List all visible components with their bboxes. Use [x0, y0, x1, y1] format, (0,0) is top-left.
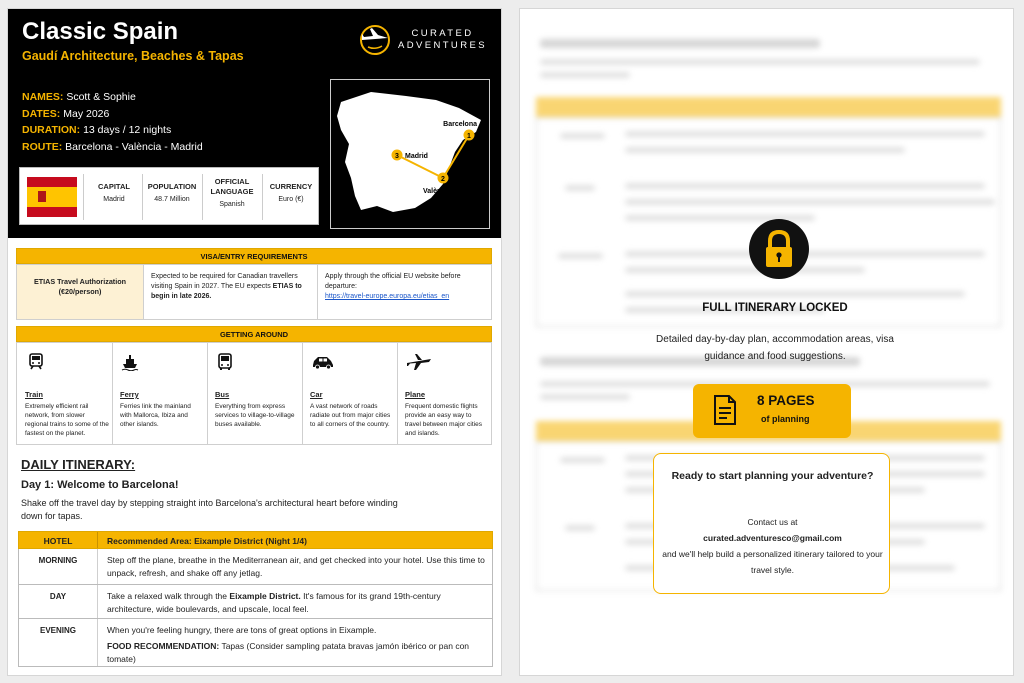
- itinerary-page: [7, 8, 502, 676]
- lock-icon: [749, 219, 809, 279]
- globe-plane-logo-icon: [358, 23, 392, 57]
- transport-name: Bus: [215, 390, 230, 399]
- locked-title: FULL ITINERARY LOCKED: [702, 302, 848, 314]
- contact-card: [653, 453, 890, 594]
- day-1-title: Day 1: Welcome to Barcelona!: [21, 479, 179, 491]
- car-icon: [311, 353, 335, 371]
- bus-icon: [216, 353, 234, 371]
- document-icon: [713, 394, 737, 426]
- locked-preview-page: [519, 8, 1014, 676]
- trip-facts: NAMES: Scott & Sophie DATES: May 2026 DURATION: 13 days / 12 nights ROUTE: Barcelona - València - Madrid: [22, 91, 203, 153]
- transport-desc: Frequent domestic flights provide an easy way to travel between major cities and islands.: [405, 403, 482, 437]
- stop-1-num: 1: [467, 133, 471, 140]
- train-icon: [27, 353, 45, 371]
- pages-badge: [693, 384, 851, 438]
- visa-header: VISA/ENTRY REQUIREMENTS: [16, 248, 492, 264]
- stat-currency: CURRENCY Euro (€): [269, 182, 313, 203]
- visa-link[interactable]: https://travel-europe.europa.eu/etias_en: [325, 293, 450, 300]
- trip-subtitle: Gaudí Architecture, Beaches & Tapas: [22, 49, 244, 63]
- stop-2-num: 2: [441, 176, 445, 183]
- stop-1-name: Barcelona: [443, 121, 477, 128]
- spain-flag-icon: [27, 177, 77, 217]
- daily-itinerary-heading: DAILY ITINERARY:: [21, 457, 136, 472]
- cta-heading: Ready to start planning your adventure?: [671, 470, 874, 482]
- transport-name: Car: [310, 390, 323, 399]
- transport-table: [16, 342, 492, 445]
- pages-count: 8 PAGES: [757, 393, 815, 408]
- cta-body: Contact us at curated.adventuresco@gmail.com and we'll help build a personalized itinerary tailored to your travel style.: [662, 517, 883, 575]
- stat-language: OFFICIAL LANGUAGE Spanish: [210, 177, 254, 208]
- visa-apply: Apply through the official EU website before departure: https://travel-europe.europa.eu/etias_en: [325, 273, 461, 300]
- morning-row: MORNING Step off the plane, breathe in the Mediterranean air, and get checked into your hotel. Use this time to unpack, refresh, and shake off any jetlag.: [18, 549, 493, 585]
- hotel-area: Recommended Area: Eixample District (Night 1/4): [107, 536, 307, 546]
- stat-capital: CAPITAL Madrid: [98, 182, 130, 203]
- evening-row: EVENING When you're feeling hungry, there are tons of great options in Eixample. FOOD RECOMMENDATION: Tapas (Consider sampling patata bravas jamón ibérico or pan con tomate): [18, 619, 493, 667]
- country-stats: [19, 167, 319, 225]
- transport-desc: Ferries link the mainland with Mallorca, Ibiza and other islands.: [120, 403, 191, 428]
- transport-desc: A vast network of roads radiate out from major cities to all corners of the country.: [310, 403, 391, 428]
- spain-map: [331, 80, 491, 230]
- stop-3-num: 3: [395, 153, 399, 160]
- lock-badge: [749, 219, 809, 279]
- contact-email[interactable]: curated.adventuresco@gmail.com: [703, 533, 842, 543]
- transport-name: Train: [25, 390, 43, 399]
- ferry-icon: [121, 353, 139, 371]
- transport-name: Ferry: [120, 390, 139, 399]
- brand-logo-text: CURATED ADVENTURES: [398, 28, 487, 51]
- hotel-row: HOTEL Recommended Area: Eixample District (Night 1/4): [18, 531, 493, 549]
- visa-expected: Expected to be required for Canadian travellers visiting Spain in 2027. The EU expects ETIAS to begin in late 2026.: [151, 273, 302, 300]
- transport-desc: Everything from express services to village-to-village buses available.: [215, 403, 295, 428]
- route-map: [330, 79, 490, 229]
- stop-3-name: Madrid: [405, 153, 428, 160]
- getting-around-header: GETTING AROUND: [16, 326, 492, 342]
- transport-name: Plane: [405, 390, 426, 399]
- transport-desc: Extremely efficient rail network, from slower regional trains to some of the fastest on the planet.: [25, 403, 109, 437]
- stop-2-name: València: [423, 188, 452, 195]
- stat-population: POPULATION 48.7 Million: [147, 182, 197, 203]
- pages-caption: of planning: [761, 414, 810, 424]
- day-row: DAY Take a relaxed walk through the Eixample District. It's famous for its grand 19th-century architecture, wide boulevards, and upscale, local feel.: [18, 585, 493, 619]
- visa-name: ETIAS Travel Authorization (€20/person): [17, 265, 143, 319]
- plane-icon: [406, 353, 432, 371]
- locked-description: Detailed day-by-day plan, accommodation areas, visa guidance and food suggestions.: [656, 334, 894, 362]
- day-1-intro: Shake off the travel day by stepping straight into Barcelona's architectural heart before winding down for tapas.: [21, 498, 398, 521]
- trip-title: Classic Spain: [22, 18, 179, 45]
- visa-table: [16, 264, 492, 320]
